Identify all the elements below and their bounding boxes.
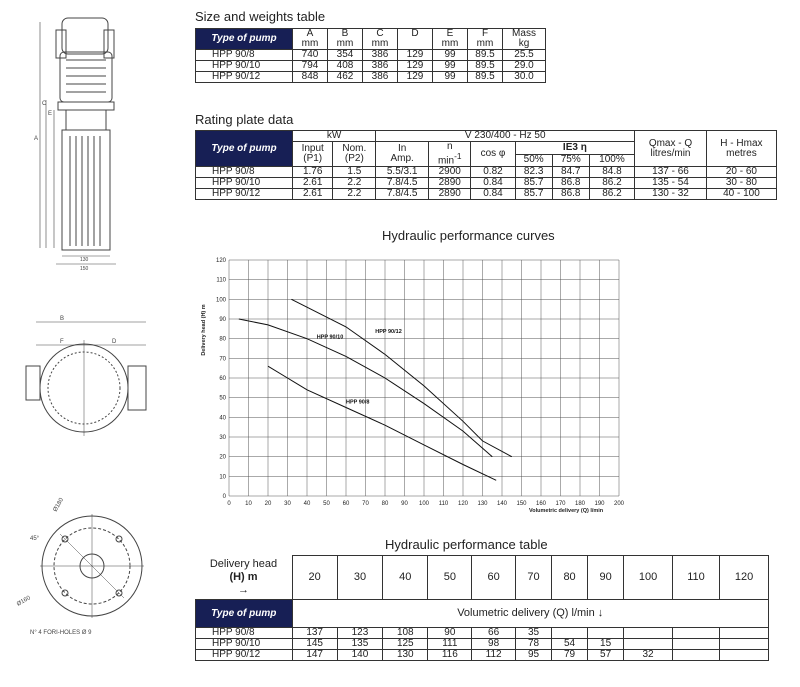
cell: 7.8/4.5 [376, 189, 429, 200]
cell [624, 639, 673, 650]
cell [588, 628, 624, 639]
dim-d160: Ø160 [16, 595, 32, 608]
dim-e: E [48, 111, 53, 117]
cell: 2.61 [293, 189, 333, 200]
cell: 2.2 [333, 178, 376, 189]
x-axis-label: Volumetric delivery (Q) l/min [529, 508, 604, 514]
cell: 125 [383, 639, 428, 650]
pct75-header: 75% [552, 154, 589, 167]
cell: 99 [433, 72, 468, 83]
unit-d [398, 39, 433, 50]
x-tick-label: 40 [303, 501, 311, 507]
y-tick-label: 70 [219, 356, 226, 363]
cell: 95 [516, 650, 552, 661]
cell: 82.3 [515, 167, 552, 178]
input-header: Input (P1) [293, 142, 333, 167]
unit-f: mm [468, 39, 503, 50]
x-tick-label: 10 [245, 501, 252, 507]
cell: 140 [337, 650, 382, 661]
pump-name: HPP 90/12 [196, 189, 293, 200]
cell: 2.2 [333, 189, 376, 200]
cell: 5.5/3.1 [376, 167, 429, 178]
cell: 89.5 [468, 61, 503, 72]
table-row [196, 628, 769, 639]
cell: 86.8 [552, 178, 589, 189]
x-tick-label: 130 [477, 501, 488, 507]
pump-name: HPP 90/10 [196, 639, 293, 650]
hydraulic-performance-table [195, 555, 769, 661]
cell: 111 [428, 639, 472, 650]
cell: 66 [472, 628, 516, 639]
head-col: 120 [720, 556, 769, 600]
perf-table-title: Hydraulic performance table [385, 537, 548, 552]
pct50-header: 50% [515, 154, 552, 167]
cell: 2900 [429, 167, 471, 178]
y-tick-label: 40 [219, 415, 226, 422]
pump-name: HPP 90/12 [196, 72, 293, 83]
cell [720, 639, 769, 650]
cell [672, 639, 719, 650]
cell: 29.0 [503, 61, 546, 72]
cell: 0.82 [471, 167, 515, 178]
x-tick-label: 160 [535, 501, 547, 507]
x-tick-label: 110 [438, 501, 449, 507]
flange-view [40, 514, 144, 618]
cell: 129 [398, 50, 433, 61]
x-tick-label: 100 [418, 501, 430, 507]
kw-header: kW [293, 131, 376, 142]
voltage-header: V 230/400 - Hz 50 [376, 131, 635, 142]
pump-name: HPP 90/10 [196, 178, 293, 189]
technical-drawings [0, 0, 190, 687]
dim-a: A [34, 136, 39, 142]
cell: 84.7 [552, 167, 589, 178]
unit-c: mm [363, 39, 398, 50]
head-col: 110 [672, 556, 719, 600]
table-row [196, 189, 777, 200]
cell: 137 [292, 628, 337, 639]
cell: 2.61 [293, 178, 333, 189]
cell: 99 [433, 61, 468, 72]
cell: 85.7 [515, 189, 552, 200]
size-weights-table [195, 28, 546, 83]
cell: 108 [383, 628, 428, 639]
pump-name: HPP 90/12 [196, 650, 293, 661]
dim-c: C [42, 101, 47, 107]
cell [672, 628, 719, 639]
y-tick-label: 100 [215, 297, 226, 304]
cell: 147 [292, 650, 337, 661]
head-col: 80 [552, 556, 588, 600]
cell: 145 [292, 639, 337, 650]
cell: 54 [552, 639, 588, 650]
y-tick-label: 60 [219, 376, 226, 382]
col-d: D [398, 29, 433, 40]
in-header: In Amp. [376, 142, 429, 167]
qmax-header: Qmax - Q litres/min [635, 131, 707, 167]
type-of-pump-header: Type of pump [196, 600, 293, 628]
nom-header: Nom. (P2) [333, 142, 376, 167]
col-b: B [328, 29, 363, 40]
cell: 129 [398, 61, 433, 72]
cell: 90 [428, 628, 472, 639]
performance-chart [195, 248, 645, 520]
y-tick-label: 90 [219, 317, 226, 323]
n-header: n $\min^{-1}$ [429, 142, 471, 167]
y-tick-label: 0 [222, 494, 226, 500]
cell: 30.0 [503, 72, 546, 83]
cos-header: cos φ [471, 142, 515, 167]
x-tick-label: 50 [323, 501, 330, 507]
x-tick-label: 90 [401, 501, 408, 507]
dim-d: D [112, 339, 117, 345]
cell: 30 - 80 [706, 178, 776, 189]
x-tick-label: 180 [574, 501, 586, 507]
cell: 135 [337, 639, 382, 650]
x-tick-label: 70 [362, 501, 369, 507]
cell: 40 - 100 [706, 189, 776, 200]
cell: 130 [383, 650, 428, 661]
y-tick-label: 10 [219, 474, 226, 481]
cell: 116 [428, 650, 472, 661]
cell: 1.5 [333, 167, 376, 178]
rating-table-title: Rating plate data [195, 112, 294, 127]
cell: 89.5 [468, 72, 503, 83]
series-line [268, 366, 496, 480]
pump-name: HPP 90/8 [196, 628, 293, 639]
cell: 2890 [429, 189, 471, 200]
cell: 112 [472, 650, 516, 661]
x-tick-label: 150 [516, 501, 527, 507]
series-label: HPP 90/12 [375, 328, 402, 335]
rating-plate-table [195, 130, 777, 200]
cell: 1.76 [293, 167, 333, 178]
x-tick-label: 80 [381, 501, 389, 507]
cell: 354 [328, 50, 363, 61]
dim-f: F [60, 339, 64, 345]
table-row [196, 50, 546, 61]
col-a: A [293, 29, 328, 40]
cell: 123 [337, 628, 382, 639]
x-tick-label: 30 [284, 501, 291, 507]
unit-e: mm [433, 39, 468, 50]
cell: 86.8 [552, 189, 589, 200]
head-col: 100 [624, 556, 673, 600]
unit-a: mm [293, 39, 328, 50]
dim-d180: Ø180 [52, 497, 66, 513]
y-tick-label: 110 [216, 277, 226, 284]
delivery-head-header: Delivery head (H) m → [196, 556, 293, 600]
col-mass: Mass [503, 29, 546, 40]
chart-title: Hydraulic performance curves [382, 228, 555, 243]
hmax-header: H - Hmax metres [706, 131, 776, 167]
x-tick-label: 20 [264, 501, 272, 507]
cell: 130 - 32 [635, 189, 707, 200]
table-row [196, 178, 777, 189]
x-tick-label: 0 [227, 501, 231, 507]
cell: 462 [328, 72, 363, 83]
cell: 32 [624, 650, 673, 661]
series-label: HPP 90/10 [316, 334, 344, 341]
y-tick-label: 120 [215, 258, 226, 264]
cell: 15 [588, 639, 624, 650]
unit-b: mm [328, 39, 363, 50]
x-tick-label: 200 [613, 501, 625, 507]
head-col: 30 [337, 556, 382, 600]
type-of-pump-header: Type of pump [196, 29, 293, 50]
cell [672, 650, 719, 661]
cell: 7.8/4.5 [376, 178, 429, 189]
size-table-title: Size and weights table [195, 9, 326, 24]
cell: 137 - 66 [635, 167, 707, 178]
cell: 57 [588, 650, 624, 661]
col-c: C [363, 29, 398, 40]
cell: 79 [552, 650, 588, 661]
pump-name: HPP 90/8 [196, 50, 293, 61]
head-col: 50 [428, 556, 472, 600]
pump-side-view [40, 18, 116, 264]
head-col: 70 [516, 556, 552, 600]
series-label: HPP 90/8 [346, 399, 370, 406]
pump-name: HPP 90/8 [196, 167, 293, 178]
cell: 20 - 60 [706, 167, 776, 178]
cell: 86.2 [589, 189, 634, 200]
x-tick-label: 140 [496, 501, 508, 507]
table-row [196, 650, 769, 661]
cell: 89.5 [468, 50, 503, 61]
cell: 135 - 54 [635, 178, 707, 189]
col-f: F [468, 29, 503, 40]
pump-name: HPP 90/10 [196, 61, 293, 72]
x-tick-label: 190 [594, 501, 605, 507]
y-axis-label: Delivery head (H) m [201, 304, 207, 356]
y-tick-label: 30 [219, 435, 226, 441]
y-tick-label: 20 [219, 454, 226, 461]
cell: 85.7 [515, 178, 552, 189]
holes-note: N° 4 FORI-HOLES Ø 9 [30, 630, 92, 636]
y-tick-label: 50 [219, 395, 226, 402]
x-tick-label: 60 [342, 501, 350, 507]
pct100-header: 100% [589, 154, 634, 167]
y-tick-label: 80 [219, 336, 226, 343]
table-row [196, 61, 546, 72]
cell: 386 [363, 50, 398, 61]
cell [720, 650, 769, 661]
cell: 78 [516, 639, 552, 650]
cell [624, 628, 673, 639]
table-row [196, 639, 769, 650]
cell: 25.5 [503, 50, 546, 61]
table-row [196, 72, 546, 83]
dim-b: B [60, 316, 65, 322]
head-col: 40 [383, 556, 428, 600]
cell: 84.8 [589, 167, 634, 178]
cell: 794 [293, 61, 328, 72]
cell: 98 [472, 639, 516, 650]
cell: 35 [516, 628, 552, 639]
ie3-header: IE3 η [515, 142, 635, 155]
cell: 86.2 [589, 178, 634, 189]
head-col: 60 [472, 556, 516, 600]
cell: 740 [293, 50, 328, 61]
cell: 0.84 [471, 178, 515, 189]
table-row [196, 167, 777, 178]
cell: 386 [363, 61, 398, 72]
pump-top-view [26, 322, 146, 436]
dim-150: 150 [80, 266, 89, 272]
cell: 2890 [429, 178, 471, 189]
head-col: 20 [292, 556, 337, 600]
cell [720, 628, 769, 639]
dim-angle: 45° [30, 536, 40, 542]
x-tick-label: 170 [555, 501, 566, 507]
cell [552, 628, 588, 639]
cell: 129 [398, 72, 433, 83]
dim-130: 130 [80, 257, 89, 263]
cell: 848 [293, 72, 328, 83]
head-col: 90 [588, 556, 624, 600]
col-e: E [433, 29, 468, 40]
flow-label: Volumetric delivery (Q) l/min ↓ [292, 600, 769, 628]
type-of-pump-header: Type of pump [196, 131, 293, 167]
cell: 0.84 [471, 189, 515, 200]
cell: 386 [363, 72, 398, 83]
cell: 408 [328, 61, 363, 72]
cell: 99 [433, 50, 468, 61]
x-tick-label: 120 [457, 501, 469, 507]
unit-mass: kg [503, 39, 546, 50]
